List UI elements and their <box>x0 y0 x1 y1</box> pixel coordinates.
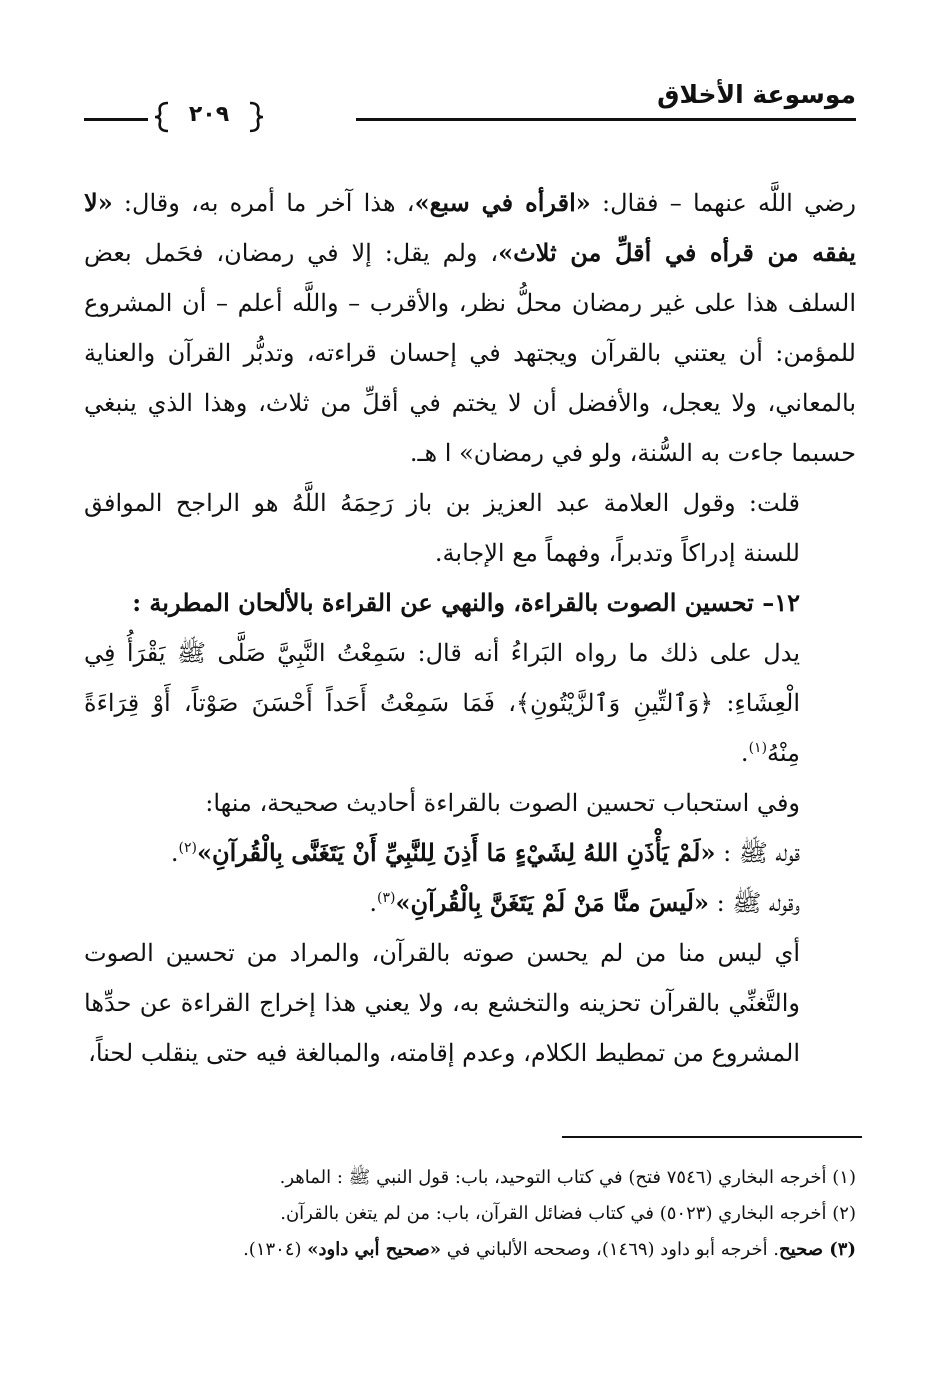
quote-read-in-seven: «اقرأه في سبع» <box>414 188 591 217</box>
paragraph-5-end: . <box>170 839 179 867</box>
paragraph-7: أي ليس منا من لم يحسن صوته بالقرآن، والمراد من تحسين الصوت والتَّغنِّي بالقرآن تحزينه والتخشع به، ولا يعني هذا إخراج القراءة عن حدِّها المشروع من تمطيط الكلام، وعدم إقامته، والمبالغة فيه حتى ينقلب لحناً، <box>84 939 800 1067</box>
paragraph-1 <box>84 178 856 478</box>
section-heading: ١٢– تحسين الصوت بالقراءة، والنهي عن القراءة بالألحان المطربة : <box>132 588 800 617</box>
hadith-quote-1: «لَمْ يَأْذَنِ اللهُ لِشَيْءٍ مَا أَذِنَ لِلنَّبِيِّ أَنْ يَتَغَنَّى بِالْقُرآنِ» <box>196 838 716 867</box>
footnote-ref-3: (٣) <box>377 890 396 906</box>
paragraph-4: وفي استحباب تحسين الصوت بالقراءة أحاديث صحيحة، منها: <box>205 789 800 817</box>
header-rule-right <box>356 118 856 121</box>
footnote-3-end: (١٣٠٤). <box>243 1239 308 1260</box>
paragraph-1-text-a: رضي اللَّه عنهما – فقال: <box>590 189 857 217</box>
footnote-ref-1: (١) <box>748 740 768 756</box>
paragraph-6 <box>84 878 856 928</box>
paragraph-6-text: وقوله ﷺ : <box>708 889 800 917</box>
header-rule-left <box>84 118 148 121</box>
footnote-3-source: «صحيح أبي داود» <box>307 1239 441 1260</box>
footnote-separator <box>562 1136 862 1138</box>
main-text <box>84 178 856 1078</box>
book-title: موسوعة الأخلاق <box>657 80 856 109</box>
paragraph-1-text-c: ، ولم يقل: إلا في رمضان، فحَمل بعض السلف هذا على غير رمضان محلُّ نظر، والأقرب – واللَّه أعلم – أن المشروع للمؤمن: أن يعتني بالقرآن ويجتهد في إحسان قراءته، وتدبُّر القرآن والعناية بالمعاني، ولا يعجل، والأفضل أن لا يختم في أقلِّ من ثلاث، وهذا الذي ينبغي حسبما جاءت به السُّنة، ولو في رمضان» ا هـ. <box>84 239 856 467</box>
paragraph-3-text: يدل على ذلك ما رواه البَراءُ أنه قال: سَمِعْتُ النَّبِيَّ صَلَّى ﷺ يَقْرَأُ فِي الْعِشَاءِ: ﴿وَٱلتِّينِ وَٱلزَّيْتُونِ﴾، فَمَا سَمِعْتُ أَحَداً أَحْسَنَ صَوْتاً، أَوْ قِرَاءَةً مِنْهُ <box>84 639 800 767</box>
paragraph-6-end: . <box>369 889 377 917</box>
hadith-quote-2: «لَيسَ منَّا مَنْ لَمْ يَتَغَنَّ بِالْقُرآنِ» <box>395 888 709 917</box>
footnote-3-grade: (٣) صحيح <box>779 1239 856 1260</box>
paragraph-1-text-b: ، هذا آخر ما أمره به، وقال: <box>112 189 415 217</box>
footnote-2: (٢) أخرجه البخاري (٥٠٢٣) في كتاب فضائل القرآن، باب: من لم يتغن بالقرآن. <box>280 1203 856 1224</box>
page-number-frame <box>154 100 264 134</box>
page-header <box>84 72 856 132</box>
paragraph-2: قلت: وقول العلامة عبد العزيز بن باز رَحِمَهُ اللَّهُ هو الراجح الموافق للسنة إدراكاً وتدبراً، وفهماً مع الإجابة. <box>84 489 800 567</box>
paragraph-3-end: . <box>740 739 749 767</box>
footnote-3-text: . أخرجه أبو داود (١٤٦٩)، وصححه الألباني في <box>440 1239 780 1260</box>
paragraph-5-text: قوله ﷺ : <box>715 839 800 867</box>
paragraph-3 <box>84 628 856 778</box>
paragraph-5 <box>84 828 856 878</box>
footnote-1: (١) أخرجه البخاري (٧٥٤٦ فتح) في كتاب التوحيد، باب: قول النبي ﷺ : الماهر. <box>279 1167 856 1188</box>
page-number: ٢٠٩ <box>188 102 230 127</box>
footnotes <box>84 1160 856 1268</box>
footnote-3 <box>84 1232 856 1268</box>
quote-less-than-three: «لا يفقه من قرأه في أقلِّ من ثلاث» <box>84 188 856 267</box>
footnote-ref-2: (٢) <box>178 840 197 856</box>
